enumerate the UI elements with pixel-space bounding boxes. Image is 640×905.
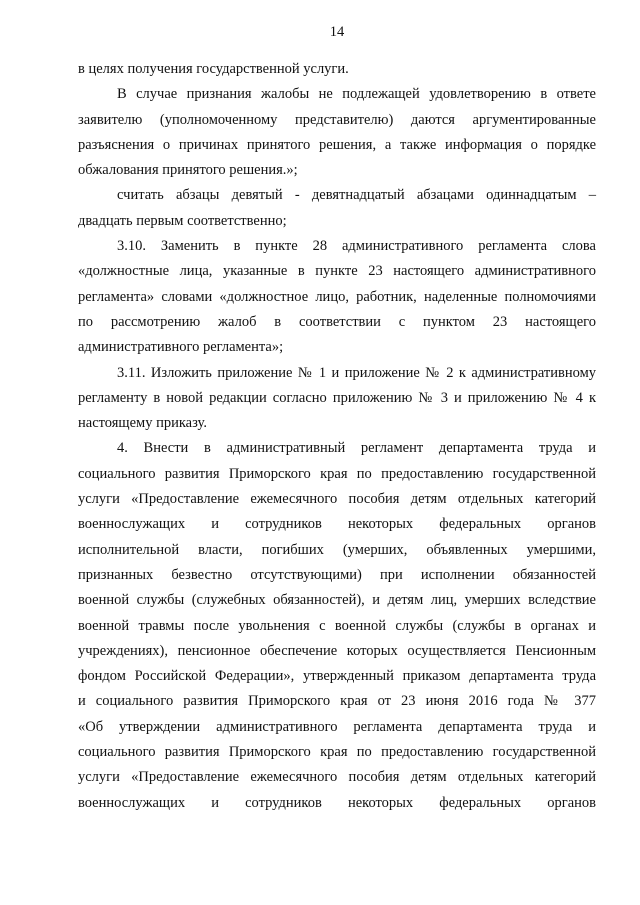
text-line: регламента» словами «должностное лицо, работник, наделенные полномочиями: [78, 288, 596, 305]
text-line: социального развития Приморского края по предоставлению государственной: [78, 465, 596, 482]
text-line: настоящему приказу.: [78, 415, 207, 432]
text-line: двадцать первым соответственно;: [78, 212, 287, 229]
document-text: [78, 57, 596, 816]
text-line: и социального развития Приморского края от 23 июня 2016 года № 377: [78, 693, 596, 710]
text-line: обжалования принятого решения.»;: [78, 162, 298, 179]
text-line: 3.11. Изложить приложение № 1 и приложение № 2 к административному: [117, 364, 596, 381]
text-line: военной травмы после увольнения с военной службы (службы в органах и: [78, 617, 596, 634]
text-line: «должностные лица, указанные в пункте 23 настоящего административного: [78, 263, 596, 280]
text-line: военнослужащих и сотрудников некоторых федеральных органов: [78, 794, 596, 811]
text-line: разъяснения о причинах принятого решения, а также информация о порядке: [78, 136, 596, 153]
text-line: военнослужащих и сотрудников некоторых федеральных органов: [78, 516, 596, 533]
text-line: услуги «Предоставление ежемесячного пособия детям отдельных категорий: [78, 769, 596, 786]
text-line: учреждениях), пенсионное обеспечение которых осуществляется Пенсионным: [78, 642, 596, 659]
text-line: в целях получения государственной услуги.: [78, 61, 349, 77]
text-line: «Об утверждении административного регламента департамента труда и: [78, 718, 596, 735]
text-line: признанных безвестно отсутствующими) при исполнении обязанностей: [78, 566, 596, 583]
text-line: исполнительной власти, погибших (умерших, объявленных умершими,: [78, 541, 596, 558]
text-line: В случае признания жалобы не подлежащей удовлетворению в ответе: [117, 86, 596, 103]
text-line: 3.10. Заменить в пункте 28 административного регламента слова: [117, 238, 596, 255]
text-line: считать абзацы девятый - девятнадцатый абзацами одиннадцатым –: [117, 187, 596, 204]
text-line: регламенту в новой редакции согласно приложению № 3 и приложению № 4 к: [78, 389, 596, 406]
page-number: 14: [329, 24, 345, 40]
text-line: заявителю (уполномоченному представителю) даются аргументированные: [78, 111, 596, 128]
text-line: социального развития Приморского края по предоставлению государственной: [78, 744, 596, 761]
text-line: фондом Российской Федерации», утвержденный приказом департамента труда: [78, 668, 596, 685]
text-line: по рассмотрению жалоб в соответствии с пунктом 23 настоящего: [78, 313, 596, 330]
text-line: услуги «Предоставление ежемесячного пособия детям отдельных категорий: [78, 491, 596, 508]
text-line: административного регламента»;: [78, 339, 284, 356]
text-line: военной службы (служебных обязанностей), и детям лиц, умерших вследствие: [78, 592, 596, 609]
text-line: 4. Внести в административный регламент департамента труда и: [117, 440, 596, 457]
